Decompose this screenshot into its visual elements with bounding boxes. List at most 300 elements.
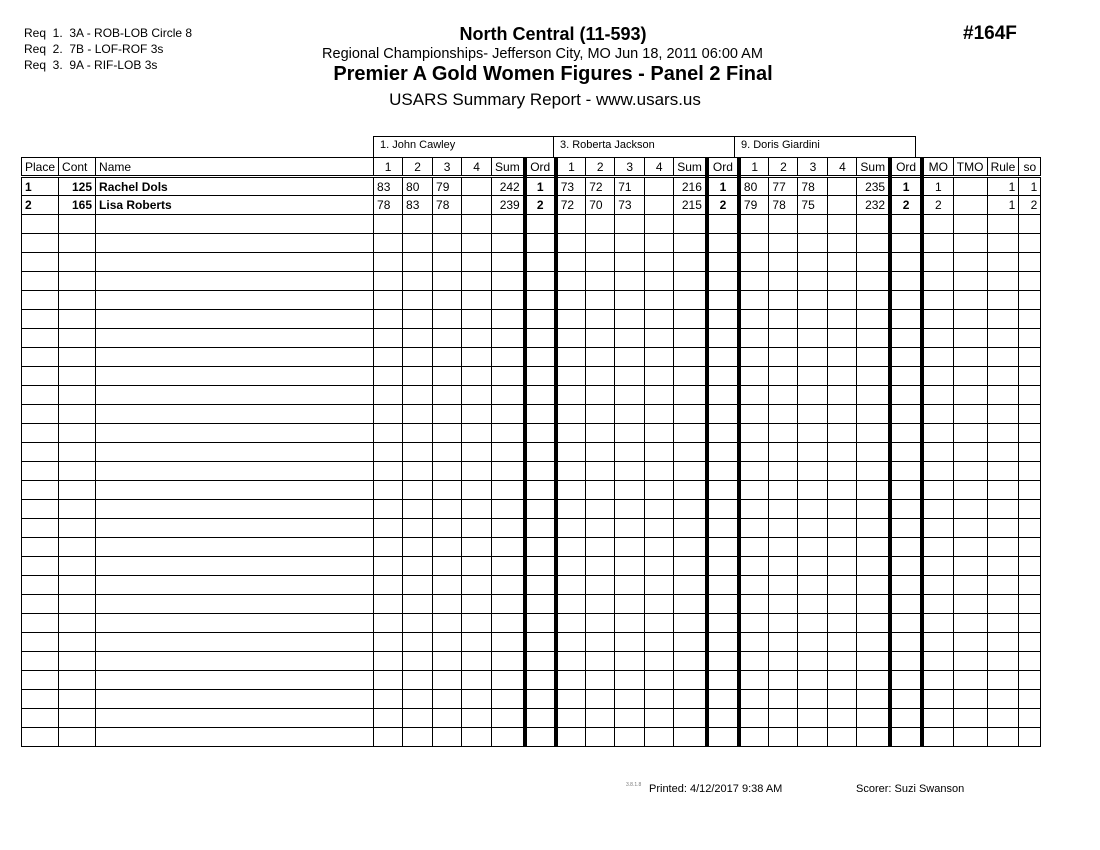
empty-cell <box>953 633 987 652</box>
empty-cell <box>22 405 59 424</box>
empty-cell <box>739 614 769 633</box>
col-j3-ord: Ord <box>890 158 922 177</box>
empty-cell <box>739 633 769 652</box>
empty-cell <box>59 538 96 557</box>
empty-cell <box>615 215 645 234</box>
empty-cell <box>492 614 525 633</box>
empty-cell <box>615 405 645 424</box>
empty-cell <box>96 443 374 462</box>
col-j1-fig2: 2 <box>403 158 433 177</box>
empty-cell <box>890 405 922 424</box>
empty-cell <box>739 557 769 576</box>
empty-cell <box>645 443 674 462</box>
empty-cell <box>890 424 922 443</box>
requirement-3: Req 3. 9A - RIF-LOB 3s <box>24 58 158 72</box>
empty-cell <box>645 538 674 557</box>
empty-cell <box>374 367 403 386</box>
empty-cell <box>987 462 1019 481</box>
empty-cell <box>987 272 1019 291</box>
empty-cell <box>645 367 674 386</box>
empty-cell <box>374 728 403 747</box>
empty-cell <box>769 405 798 424</box>
empty-cell <box>645 671 674 690</box>
empty-cell <box>987 481 1019 500</box>
empty-cell <box>1019 728 1041 747</box>
empty-cell <box>22 576 59 595</box>
empty-cell <box>769 291 798 310</box>
empty-cell <box>769 481 798 500</box>
empty-cell <box>615 329 645 348</box>
empty-cell <box>586 234 615 253</box>
empty-table-row <box>22 481 1041 500</box>
empty-cell <box>22 310 59 329</box>
empty-cell <box>707 348 739 367</box>
empty-cell <box>59 519 96 538</box>
empty-cell <box>586 443 615 462</box>
empty-cell <box>403 234 433 253</box>
empty-cell <box>586 329 615 348</box>
empty-cell <box>987 595 1019 614</box>
empty-cell <box>953 671 987 690</box>
empty-cell <box>525 272 556 291</box>
empty-cell <box>403 481 433 500</box>
empty-cell <box>525 519 556 538</box>
empty-cell <box>953 481 987 500</box>
empty-cell <box>374 633 403 652</box>
empty-cell <box>374 614 403 633</box>
empty-cell <box>769 633 798 652</box>
empty-cell <box>59 234 96 253</box>
empty-cell <box>953 519 987 538</box>
empty-cell <box>22 633 59 652</box>
empty-cell <box>556 614 586 633</box>
empty-cell <box>987 405 1019 424</box>
empty-cell <box>828 405 857 424</box>
empty-cell <box>556 690 586 709</box>
empty-cell <box>492 443 525 462</box>
empty-cell <box>525 310 556 329</box>
empty-cell <box>890 481 922 500</box>
empty-cell <box>462 595 492 614</box>
so-cell: 2 <box>1019 196 1041 215</box>
empty-cell <box>586 348 615 367</box>
empty-cell <box>556 481 586 500</box>
empty-cell <box>953 500 987 519</box>
empty-cell <box>433 671 462 690</box>
empty-cell <box>615 671 645 690</box>
empty-cell <box>857 234 890 253</box>
empty-table-row <box>22 443 1041 462</box>
j2-fig4-cell <box>645 177 674 196</box>
empty-cell <box>828 215 857 234</box>
empty-cell <box>462 690 492 709</box>
empty-cell <box>857 519 890 538</box>
empty-cell <box>586 310 615 329</box>
empty-cell <box>798 595 828 614</box>
empty-cell <box>1019 633 1041 652</box>
empty-cell <box>828 481 857 500</box>
empty-table-row <box>22 709 1041 728</box>
empty-cell <box>462 386 492 405</box>
empty-cell <box>922 348 953 367</box>
empty-cell <box>59 443 96 462</box>
empty-cell <box>586 462 615 481</box>
empty-cell <box>987 253 1019 272</box>
empty-cell <box>22 329 59 348</box>
empty-cell <box>890 253 922 272</box>
empty-table-row <box>22 652 1041 671</box>
empty-cell <box>492 500 525 519</box>
empty-cell <box>586 633 615 652</box>
empty-cell <box>890 690 922 709</box>
empty-cell <box>462 329 492 348</box>
empty-cell <box>433 690 462 709</box>
empty-cell <box>857 652 890 671</box>
empty-cell <box>492 709 525 728</box>
empty-cell <box>922 367 953 386</box>
empty-cell <box>828 500 857 519</box>
empty-cell <box>922 519 953 538</box>
event-title: Premier A Gold Women Figures - Panel 2 Final <box>333 63 773 85</box>
empty-cell <box>374 462 403 481</box>
empty-cell <box>22 519 59 538</box>
empty-cell <box>769 500 798 519</box>
empty-table-row <box>22 367 1041 386</box>
empty-cell <box>1019 443 1041 462</box>
empty-cell <box>22 671 59 690</box>
empty-cell <box>22 272 59 291</box>
empty-cell <box>890 538 922 557</box>
empty-cell <box>59 557 96 576</box>
empty-cell <box>462 424 492 443</box>
empty-cell <box>615 272 645 291</box>
empty-cell <box>374 557 403 576</box>
empty-cell <box>890 519 922 538</box>
empty-cell <box>953 272 987 291</box>
empty-cell <box>22 462 59 481</box>
empty-cell <box>953 576 987 595</box>
empty-cell <box>525 500 556 519</box>
col-j2-sum: Sum <box>674 158 707 177</box>
empty-cell <box>492 405 525 424</box>
j3-ord-cell: 1 <box>890 177 922 196</box>
empty-cell <box>1019 500 1041 519</box>
j1-fig1-cell: 83 <box>374 177 403 196</box>
empty-cell <box>556 538 586 557</box>
empty-cell <box>645 728 674 747</box>
empty-cell <box>798 310 828 329</box>
empty-cell <box>403 367 433 386</box>
empty-cell <box>769 386 798 405</box>
j3-sum-cell: 235 <box>857 177 890 196</box>
empty-cell <box>1019 272 1041 291</box>
empty-cell <box>556 709 586 728</box>
col-j3-fig1: 1 <box>739 158 769 177</box>
empty-cell <box>857 367 890 386</box>
empty-cell <box>769 272 798 291</box>
j3-fig2-cell: 77 <box>769 177 798 196</box>
empty-cell <box>462 481 492 500</box>
empty-cell <box>59 348 96 367</box>
empty-cell <box>59 462 96 481</box>
empty-cell <box>953 709 987 728</box>
empty-cell <box>59 424 96 443</box>
empty-cell <box>492 690 525 709</box>
empty-table-row <box>22 386 1041 405</box>
empty-cell <box>462 614 492 633</box>
empty-cell <box>857 462 890 481</box>
empty-cell <box>674 519 707 538</box>
empty-cell <box>739 576 769 595</box>
empty-cell <box>953 424 987 443</box>
empty-cell <box>769 690 798 709</box>
empty-cell <box>22 215 59 234</box>
empty-cell <box>674 215 707 234</box>
empty-cell <box>1019 614 1041 633</box>
empty-cell <box>1019 234 1041 253</box>
empty-cell <box>953 386 987 405</box>
empty-cell <box>586 424 615 443</box>
empty-cell <box>953 557 987 576</box>
empty-cell <box>769 367 798 386</box>
empty-cell <box>96 367 374 386</box>
empty-cell <box>1019 386 1041 405</box>
empty-cell <box>22 253 59 272</box>
empty-cell <box>433 652 462 671</box>
empty-cell <box>492 728 525 747</box>
empty-table-row <box>22 557 1041 576</box>
empty-cell <box>922 253 953 272</box>
empty-cell <box>828 652 857 671</box>
empty-cell <box>828 614 857 633</box>
rule-cell: 1 <box>987 177 1019 196</box>
empty-cell <box>857 443 890 462</box>
empty-cell <box>1019 652 1041 671</box>
empty-cell <box>22 595 59 614</box>
empty-cell <box>890 671 922 690</box>
empty-cell <box>798 215 828 234</box>
empty-cell <box>433 557 462 576</box>
judge-3-header: 9. Doris Giardini <box>734 136 916 157</box>
empty-cell <box>739 652 769 671</box>
empty-cell <box>374 215 403 234</box>
col-so: so <box>1019 158 1041 177</box>
empty-cell <box>922 500 953 519</box>
empty-cell <box>433 538 462 557</box>
cont-cell: 125 <box>59 177 96 196</box>
empty-cell <box>828 234 857 253</box>
empty-cell <box>798 728 828 747</box>
empty-cell <box>525 234 556 253</box>
empty-cell <box>828 443 857 462</box>
empty-cell <box>707 329 739 348</box>
j2-fig3-cell: 71 <box>615 177 645 196</box>
empty-cell <box>96 633 374 652</box>
empty-cell <box>96 215 374 234</box>
empty-cell <box>22 386 59 405</box>
empty-cell <box>739 481 769 500</box>
empty-cell <box>1019 671 1041 690</box>
printed-timestamp: Printed: 4/12/2017 9:38 AM <box>649 783 783 795</box>
empty-cell <box>1019 709 1041 728</box>
empty-cell <box>374 481 403 500</box>
empty-cell <box>525 462 556 481</box>
empty-cell <box>798 576 828 595</box>
empty-cell <box>433 500 462 519</box>
j2-ord-cell: 2 <box>707 196 739 215</box>
empty-cell <box>1019 424 1041 443</box>
empty-cell <box>615 424 645 443</box>
empty-cell <box>586 652 615 671</box>
empty-cell <box>674 633 707 652</box>
empty-cell <box>462 633 492 652</box>
empty-cell <box>922 329 953 348</box>
empty-cell <box>828 671 857 690</box>
empty-cell <box>674 614 707 633</box>
empty-cell <box>857 253 890 272</box>
empty-cell <box>828 633 857 652</box>
empty-cell <box>374 386 403 405</box>
j3-fig1-cell: 80 <box>739 177 769 196</box>
empty-cell <box>1019 519 1041 538</box>
empty-cell <box>96 291 374 310</box>
empty-cell <box>707 595 739 614</box>
empty-cell <box>615 633 645 652</box>
j3-sum-cell: 232 <box>857 196 890 215</box>
empty-cell <box>953 215 987 234</box>
empty-cell <box>556 462 586 481</box>
empty-cell <box>707 367 739 386</box>
empty-cell <box>615 728 645 747</box>
j1-ord-cell: 1 <box>525 177 556 196</box>
empty-cell <box>462 291 492 310</box>
empty-cell <box>433 291 462 310</box>
empty-cell <box>890 329 922 348</box>
empty-cell <box>403 614 433 633</box>
empty-cell <box>433 519 462 538</box>
tmo-cell <box>953 177 987 196</box>
j1-fig2-cell: 83 <box>403 196 433 215</box>
empty-cell <box>403 348 433 367</box>
mo-cell: 2 <box>922 196 953 215</box>
empty-cell <box>433 614 462 633</box>
empty-cell <box>403 386 433 405</box>
empty-cell <box>615 443 645 462</box>
empty-cell <box>556 310 586 329</box>
j3-fig2-cell: 78 <box>769 196 798 215</box>
mo-cell: 1 <box>922 177 953 196</box>
col-j1-sum: Sum <box>492 158 525 177</box>
empty-cell <box>707 272 739 291</box>
empty-table-row <box>22 595 1041 614</box>
empty-cell <box>556 728 586 747</box>
empty-cell <box>707 557 739 576</box>
empty-cell <box>739 405 769 424</box>
empty-cell <box>922 215 953 234</box>
empty-cell <box>462 367 492 386</box>
empty-cell <box>1019 576 1041 595</box>
empty-cell <box>890 633 922 652</box>
empty-cell <box>798 367 828 386</box>
judge-1-header: 1. John Cawley <box>373 136 554 157</box>
empty-cell <box>798 348 828 367</box>
empty-cell <box>556 253 586 272</box>
empty-cell <box>922 443 953 462</box>
empty-cell <box>492 215 525 234</box>
scorer-name: Scorer: Suzi Swanson <box>856 783 965 795</box>
empty-cell <box>59 310 96 329</box>
empty-cell <box>707 215 739 234</box>
empty-cell <box>59 709 96 728</box>
empty-cell <box>922 424 953 443</box>
empty-cell <box>586 272 615 291</box>
empty-cell <box>987 728 1019 747</box>
empty-cell <box>953 367 987 386</box>
empty-cell <box>615 348 645 367</box>
empty-cell <box>674 234 707 253</box>
empty-cell <box>645 557 674 576</box>
empty-cell <box>556 405 586 424</box>
empty-cell <box>615 595 645 614</box>
empty-cell <box>462 709 492 728</box>
empty-cell <box>987 386 1019 405</box>
empty-cell <box>987 367 1019 386</box>
empty-cell <box>556 291 586 310</box>
empty-cell <box>769 671 798 690</box>
empty-cell <box>59 291 96 310</box>
empty-cell <box>556 519 586 538</box>
empty-cell <box>403 253 433 272</box>
empty-table-row <box>22 329 1041 348</box>
empty-cell <box>922 576 953 595</box>
empty-cell <box>22 234 59 253</box>
empty-cell <box>798 443 828 462</box>
empty-cell <box>953 253 987 272</box>
empty-cell <box>739 215 769 234</box>
empty-cell <box>22 367 59 386</box>
empty-cell <box>96 595 374 614</box>
empty-cell <box>739 519 769 538</box>
empty-cell <box>615 538 645 557</box>
empty-cell <box>1019 538 1041 557</box>
empty-cell <box>890 386 922 405</box>
col-j2-fig1: 1 <box>556 158 586 177</box>
empty-cell <box>828 272 857 291</box>
place-cell: 2 <box>22 196 59 215</box>
empty-cell <box>1019 405 1041 424</box>
empty-cell <box>769 595 798 614</box>
empty-cell <box>96 462 374 481</box>
empty-cell <box>525 576 556 595</box>
col-j1-ord: Ord <box>525 158 556 177</box>
empty-cell <box>857 614 890 633</box>
empty-cell <box>556 329 586 348</box>
col-j2-ord: Ord <box>707 158 739 177</box>
empty-cell <box>525 253 556 272</box>
empty-cell <box>798 329 828 348</box>
empty-cell <box>645 253 674 272</box>
empty-cell <box>769 538 798 557</box>
empty-cell <box>987 215 1019 234</box>
col-j3-fig2: 2 <box>769 158 798 177</box>
empty-cell <box>96 481 374 500</box>
empty-cell <box>403 291 433 310</box>
empty-cell <box>492 557 525 576</box>
col-j1-fig1: 1 <box>374 158 403 177</box>
empty-cell <box>22 709 59 728</box>
empty-cell <box>674 443 707 462</box>
empty-cell <box>798 652 828 671</box>
